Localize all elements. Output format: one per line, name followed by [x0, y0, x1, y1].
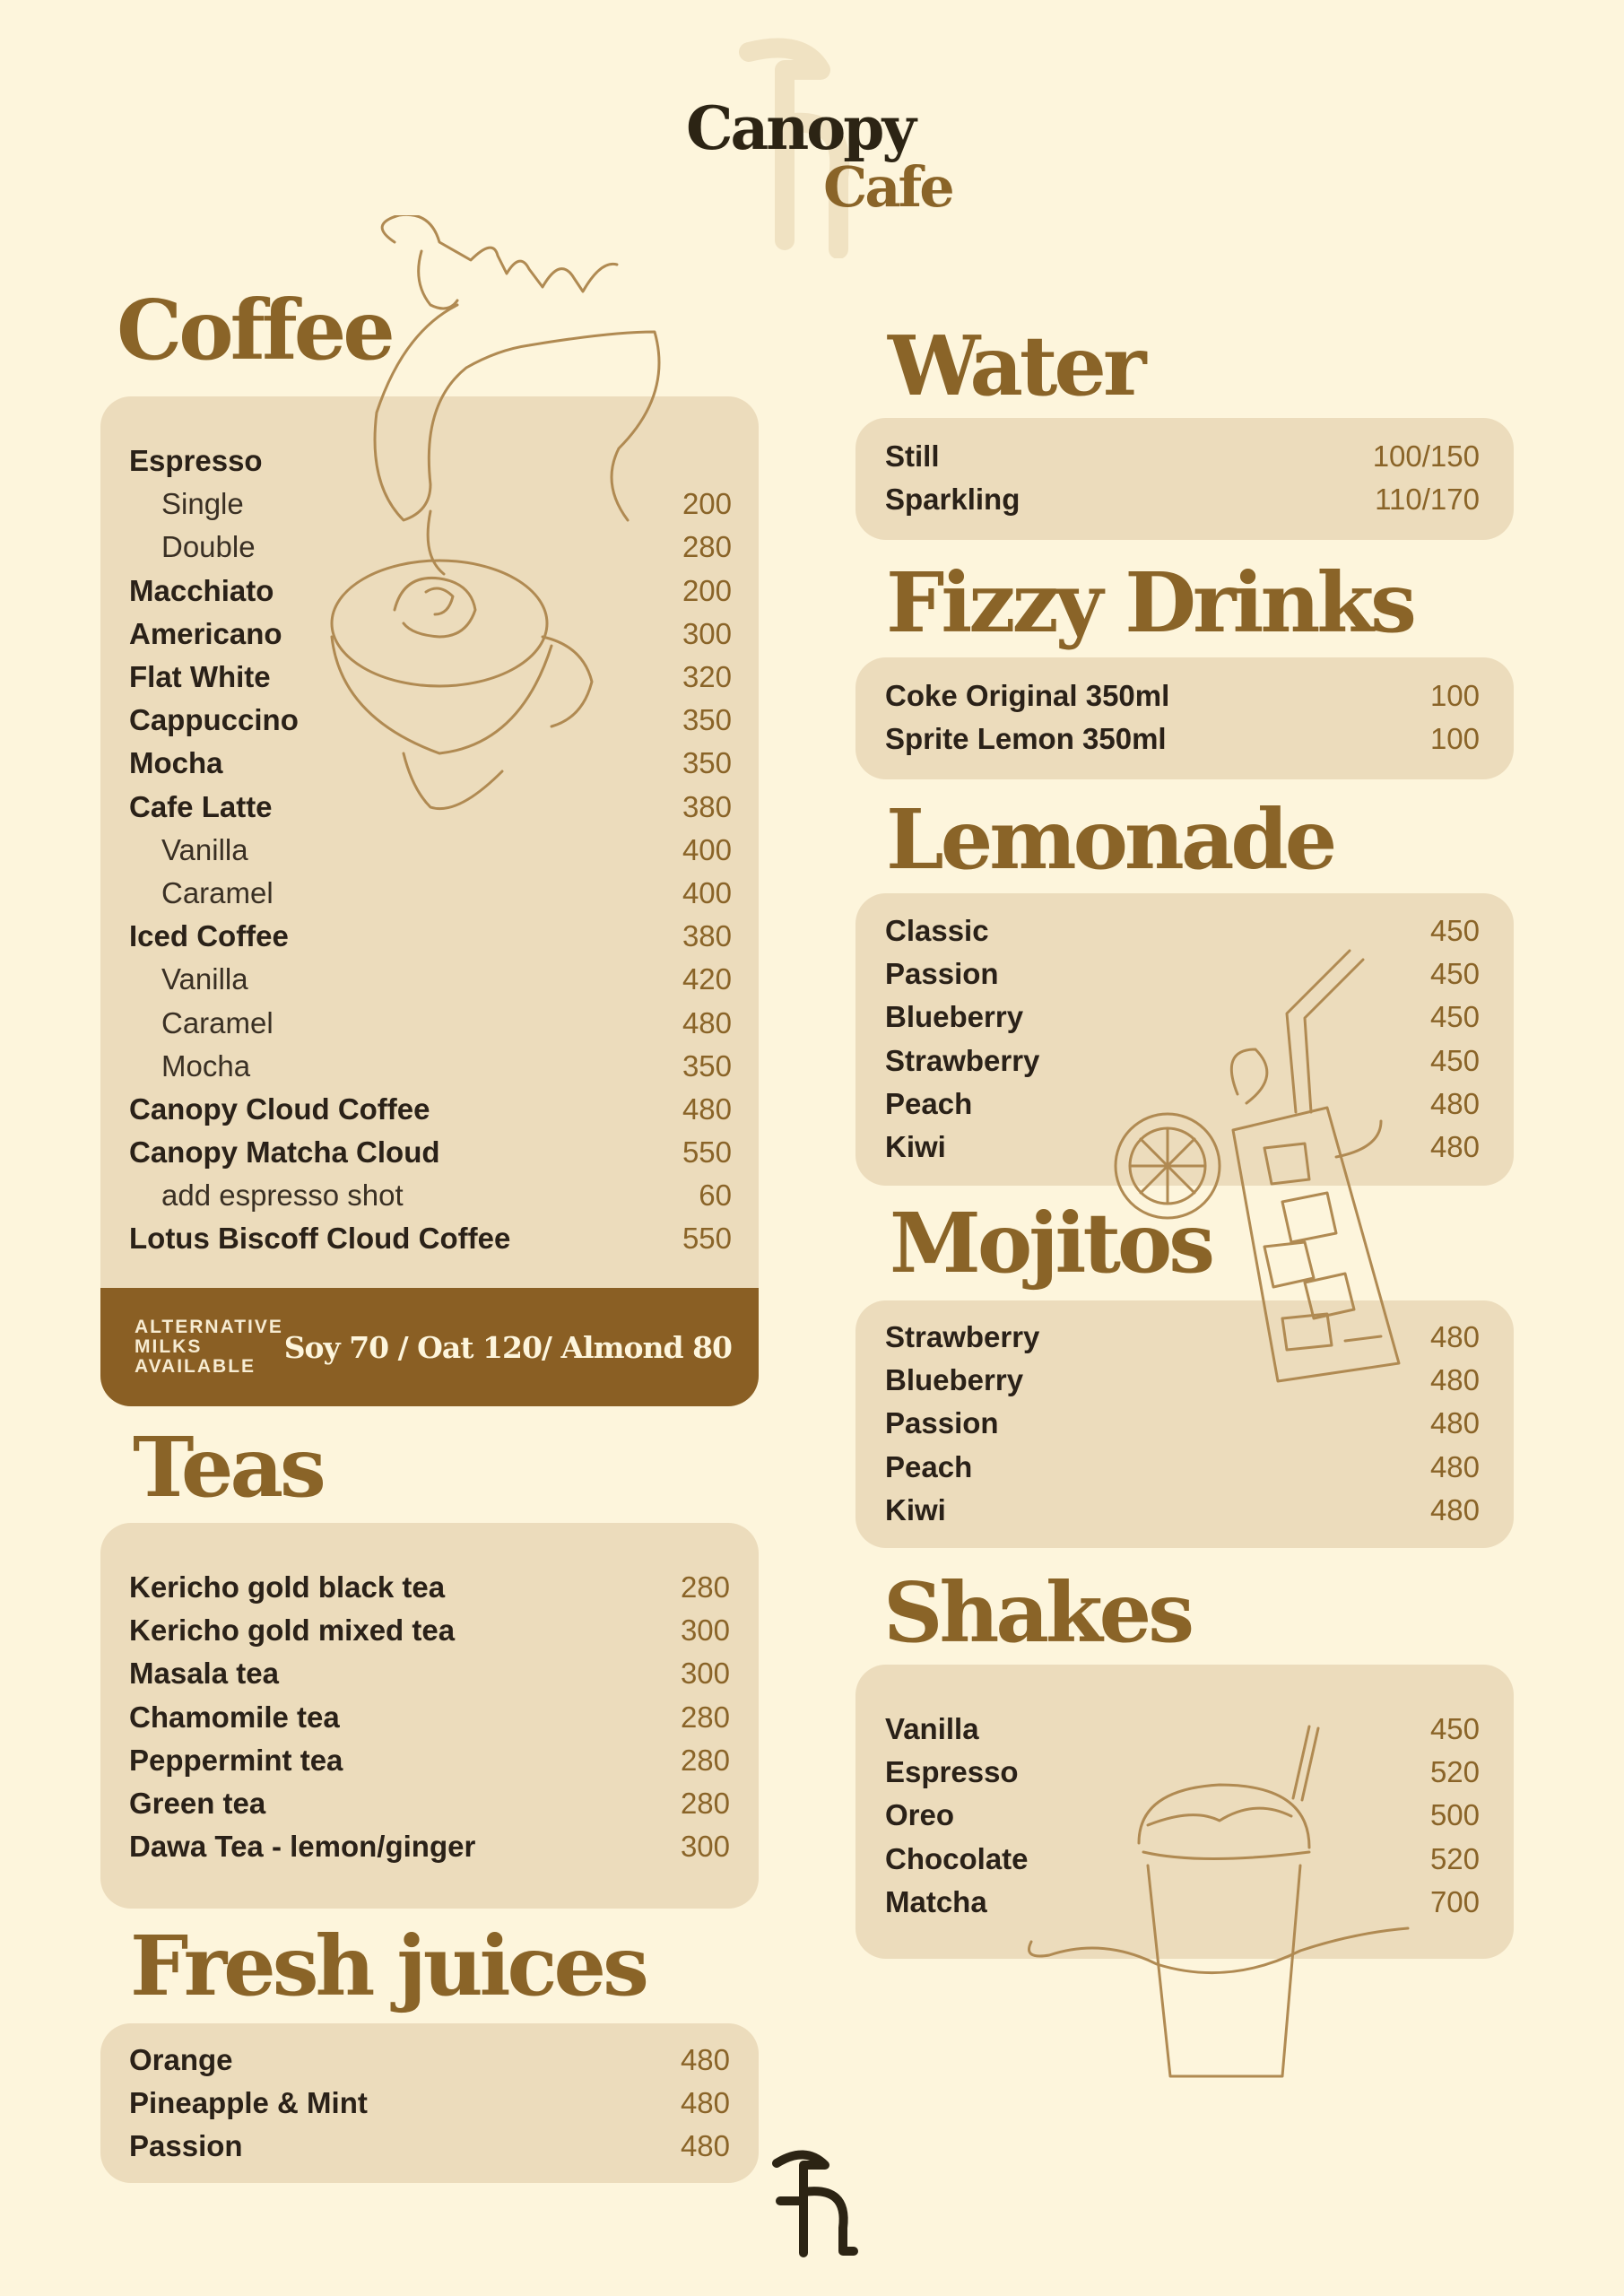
coffee-menu-item — [129, 570, 732, 613]
item-name: Canopy Cloud Coffee — [129, 1091, 430, 1126]
item-name: Americano — [129, 616, 282, 650]
lemonade-list — [855, 909, 1514, 1169]
item-price: 450 — [1429, 1712, 1480, 1746]
lemonade-menu-item — [885, 1126, 1480, 1169]
item-price: 480 — [1429, 1130, 1480, 1164]
item-price: 300 — [680, 1657, 730, 1691]
fizzy-list — [855, 674, 1514, 761]
item-price: 450 — [1429, 1043, 1480, 1077]
coffee-list — [100, 439, 759, 1261]
item-price: 550 — [682, 1222, 732, 1256]
juices-menu-item — [129, 2125, 730, 2168]
coffee-menu-item — [129, 526, 732, 569]
mojitos-menu-item — [885, 1489, 1480, 1532]
item-name: Espresso — [885, 1755, 1019, 1789]
coffee-menu-item — [129, 656, 732, 699]
coffee-menu-item — [129, 872, 732, 915]
item-name: Strawberry — [885, 1320, 1040, 1354]
coffee-menu-item — [129, 742, 732, 785]
item-price: 700 — [1429, 1884, 1480, 1918]
item-name: Vanilla — [161, 962, 248, 996]
shakes-list — [855, 1708, 1514, 1924]
shakes-menu-item — [885, 1794, 1480, 1837]
coffee-menu-item — [129, 439, 732, 483]
item-price: 280 — [680, 1787, 730, 1821]
item-name: Espresso — [129, 444, 263, 478]
item-price: 420 — [682, 962, 732, 996]
item-name: Masala tea — [129, 1657, 279, 1691]
item-price: 280 — [680, 1743, 730, 1777]
item-name: Oreo — [885, 1798, 955, 1832]
item-price: 480 — [682, 1005, 732, 1039]
item-price: 400 — [682, 875, 732, 909]
item-name: Lotus Biscoff Cloud Coffee — [129, 1222, 511, 1256]
brand-name-cafe: Cafe — [823, 154, 952, 220]
item-name: Vanilla — [161, 832, 248, 866]
item-price: 380 — [682, 919, 732, 953]
alternative-milks-prices: Soy 70 / Oat 120/ Almond 80 — [283, 1329, 732, 1365]
coffee-menu-item — [129, 786, 732, 829]
shakes-menu-item — [885, 1881, 1480, 1924]
coffee-menu-item — [129, 1174, 732, 1217]
fizzy-menu-item — [885, 718, 1480, 761]
coffee-menu-item — [129, 483, 732, 526]
item-price: 500 — [1429, 1798, 1480, 1832]
item-price: 480 — [1429, 1449, 1480, 1483]
item-name: Dawa Tea - lemon/ginger — [129, 1830, 476, 1864]
item-name: Iced Coffee — [129, 919, 289, 953]
water-menu-item — [885, 478, 1480, 521]
teas-menu-item — [129, 1739, 730, 1782]
item-name: Vanilla — [885, 1712, 979, 1746]
item-name: Green tea — [129, 1787, 266, 1821]
item-price: 320 — [682, 660, 732, 694]
water-menu-item — [885, 435, 1480, 478]
item-name: Kericho gold mixed tea — [129, 1613, 456, 1648]
item-price: 350 — [682, 703, 732, 737]
item-name: Mocha — [129, 746, 223, 780]
teas-menu-item — [129, 1825, 730, 1868]
teas-menu-item — [129, 1652, 730, 1695]
item-name: Sprite Lemon 350ml — [885, 722, 1167, 756]
lemonade-title: Lemonade — [886, 791, 1334, 888]
mojitos-list — [855, 1316, 1514, 1532]
item-name: Caramel — [161, 875, 274, 909]
coffee-menu-item — [129, 1088, 732, 1131]
coffee-menu-item — [129, 829, 732, 872]
item-name: Coke Original 350ml — [885, 679, 1170, 713]
item-price: 480 — [1429, 1492, 1480, 1526]
item-name: Classic — [885, 914, 989, 948]
item-price: 60 — [699, 1178, 732, 1213]
juices-menu-item — [129, 2039, 730, 2082]
item-price: 380 — [682, 789, 732, 823]
mojitos-card — [855, 1300, 1514, 1548]
teas-menu-item — [129, 1696, 730, 1739]
item-name: Blueberry — [885, 1363, 1024, 1397]
item-price: 300 — [680, 1613, 730, 1648]
mojitos-menu-item — [885, 1402, 1480, 1445]
item-name: Macchiato — [129, 573, 274, 607]
mojitos-title: Mojitos — [890, 1195, 1212, 1292]
coffee-card — [100, 396, 759, 1406]
item-name: Peppermint tea — [129, 1743, 343, 1777]
item-name: Mocha — [161, 1048, 251, 1083]
item-price: 280 — [680, 1570, 730, 1605]
alternative-milks-label: ALTERNATIVE MILKS AVAILABLE — [135, 1316, 283, 1378]
item-price: 480 — [680, 2129, 730, 2163]
item-price: 480 — [1429, 1363, 1480, 1397]
item-name: Cappuccino — [129, 703, 299, 737]
item-name: Single — [161, 487, 244, 521]
item-price: 350 — [682, 1048, 732, 1083]
item-price: 480 — [682, 1091, 732, 1126]
item-name: Still — [885, 439, 940, 474]
teas-card — [100, 1523, 759, 1909]
item-name: Pineapple & Mint — [129, 2086, 368, 2120]
item-price: 450 — [1429, 914, 1480, 948]
item-price: 200 — [682, 487, 732, 521]
brand-name-canopy: Canopy — [686, 93, 914, 163]
item-name: Kiwi — [885, 1492, 946, 1526]
item-price: 550 — [682, 1135, 732, 1170]
shakes-title: Shakes — [883, 1564, 1192, 1661]
item-name: Flat White — [129, 660, 271, 694]
item-price: 100 — [1429, 679, 1480, 713]
item-name: Kericho gold black tea — [129, 1570, 446, 1605]
item-name: Chocolate — [885, 1841, 1029, 1875]
shakes-menu-item — [885, 1708, 1480, 1751]
coffee-menu-item — [129, 1217, 732, 1260]
coffee-menu-item — [129, 1045, 732, 1088]
item-name: Kiwi — [885, 1130, 946, 1164]
juices-title: Fresh juices — [130, 1918, 646, 2014]
mojitos-menu-item — [885, 1316, 1480, 1359]
item-price: 110/170 — [1375, 483, 1480, 517]
teas-menu-item — [129, 1782, 730, 1825]
item-price: 100/150 — [1372, 439, 1480, 474]
alternative-milks-band — [100, 1288, 759, 1406]
item-price: 450 — [1429, 1000, 1480, 1034]
item-name: Sparkling — [885, 483, 1020, 517]
teas-menu-item — [129, 1566, 730, 1609]
coffee-menu-item — [129, 1131, 732, 1174]
teas-menu-item — [129, 1609, 730, 1652]
item-price: 300 — [682, 616, 732, 650]
coffee-menu-item — [129, 915, 732, 958]
item-price: 480 — [680, 2086, 730, 2120]
item-name: Blueberry — [885, 1000, 1024, 1034]
item-name: Cafe Latte — [129, 789, 273, 823]
juices-menu-item — [129, 2082, 730, 2125]
item-name: Passion — [885, 957, 999, 991]
item-name: Strawberry — [885, 1043, 1040, 1077]
item-name: Orange — [129, 2043, 233, 2077]
teas-title: Teas — [133, 1419, 323, 1516]
lemonade-menu-item — [885, 952, 1480, 996]
item-price: 450 — [1429, 957, 1480, 991]
coffee-menu-item — [129, 699, 732, 742]
item-name: Double — [161, 530, 256, 564]
item-name: Peach — [885, 1086, 973, 1120]
coffee-title: Coffee — [117, 282, 392, 378]
item-name: Canopy Matcha Cloud — [129, 1135, 440, 1170]
fizzy-menu-item — [885, 674, 1480, 718]
water-title: Water — [888, 317, 1143, 414]
item-price: 400 — [682, 832, 732, 866]
water-card — [855, 418, 1514, 540]
item-price: 280 — [682, 530, 732, 564]
lemonade-menu-item — [885, 996, 1480, 1039]
juices-card — [100, 2023, 759, 2183]
item-price: 480 — [1429, 1320, 1480, 1354]
item-name: Caramel — [161, 1005, 274, 1039]
mojitos-menu-item — [885, 1446, 1480, 1489]
shakes-menu-item — [885, 1838, 1480, 1881]
teas-list — [100, 1566, 759, 1868]
lemonade-menu-item — [885, 1039, 1480, 1083]
item-price: 520 — [1429, 1755, 1480, 1789]
shakes-menu-item — [885, 1751, 1480, 1794]
item-name: add espresso shot — [161, 1178, 404, 1213]
item-price: 300 — [680, 1830, 730, 1864]
item-name: Matcha — [885, 1884, 987, 1918]
item-price: 480 — [1429, 1086, 1480, 1120]
item-price: 280 — [680, 1700, 730, 1734]
fizzy-title: Fizzy Drinks — [886, 554, 1413, 651]
mojitos-menu-item — [885, 1359, 1480, 1402]
item-price: 200 — [682, 573, 732, 607]
water-list — [855, 435, 1514, 521]
item-name: Peach — [885, 1449, 973, 1483]
juices-list — [100, 2039, 759, 2169]
item-name: Chamomile tea — [129, 1700, 340, 1734]
coffee-menu-item — [129, 958, 732, 1001]
lemonade-menu-item — [885, 909, 1480, 952]
item-name: Passion — [129, 2129, 243, 2163]
fizzy-card — [855, 657, 1514, 779]
lemonade-card — [855, 893, 1514, 1186]
coffee-menu-item — [129, 613, 732, 656]
item-price: 350 — [682, 746, 732, 780]
item-price: 480 — [680, 2043, 730, 2077]
item-price: 480 — [1429, 1406, 1480, 1440]
canopy-monogram-icon-footer — [769, 2145, 859, 2262]
item-price: 520 — [1429, 1841, 1480, 1875]
item-name: Passion — [885, 1406, 999, 1440]
lemonade-menu-item — [885, 1083, 1480, 1126]
shakes-card — [855, 1665, 1514, 1959]
coffee-menu-item — [129, 1001, 732, 1044]
item-price: 100 — [1429, 722, 1480, 756]
